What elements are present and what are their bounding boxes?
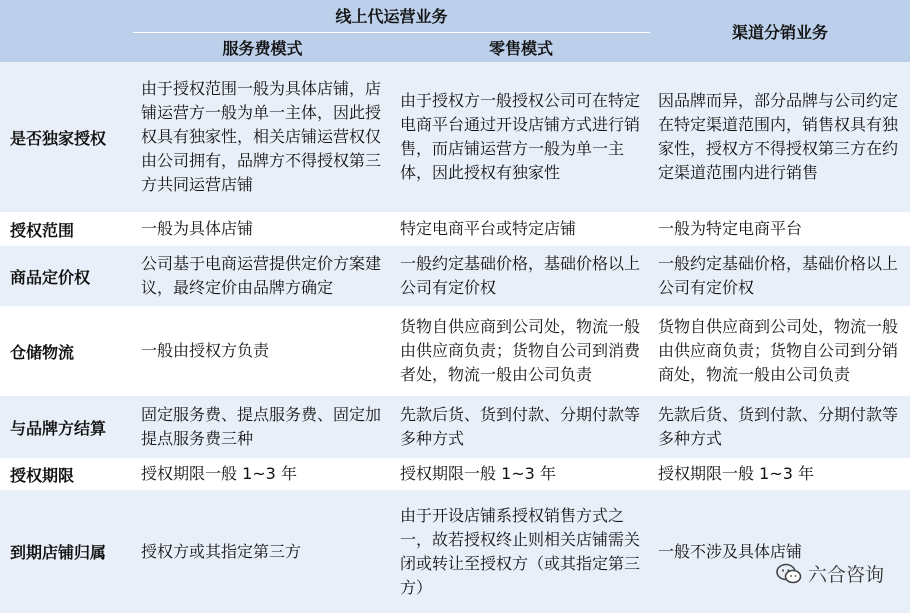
table-row <box>0 458 910 490</box>
table-cell: 由于开设店铺系授权销售方式之一，故若授权终止则相关店铺需关闭或转让至授权方（或其指定第三方） <box>400 505 641 597</box>
watermark-text: 六合咨询 <box>807 564 884 586</box>
row-label: 到期店铺归属 <box>10 543 107 562</box>
table-cell: 授权期限一般 1~3 年 <box>658 464 814 483</box>
table-cell: 一般为特定电商平台 <box>658 219 803 238</box>
table-row <box>0 306 910 396</box>
table-cell: 授权期限一般 1~3 年 <box>400 464 556 483</box>
row-label: 仓储物流 <box>10 342 75 362</box>
table-cell: 一般由授权方负责 <box>141 341 270 360</box>
row-label: 授权范围 <box>10 220 75 240</box>
wechat-icon <box>776 563 802 585</box>
row-label: 授权期限 <box>10 465 75 485</box>
table-row <box>0 246 910 306</box>
table-cell: 固定服务费、提点服务费、固定加提点服务费三种 <box>141 405 382 448</box>
table-row <box>0 396 910 458</box>
table-cell: 货物自供应商到公司处，物流一般由供应商负责；货物自公司到分销商处，物流一般由公司负责 <box>658 317 899 384</box>
table-cell: 一般约定基础价格，基础价格以上公司有定价权 <box>658 254 899 297</box>
table-cell: 授权方或其指定第三方 <box>141 541 302 561</box>
table-row <box>0 62 910 212</box>
table-cell: 由于授权范围一般为具体店铺，店铺运营方一般为单一主体，因此授权具有独家性，相关店铺运营权仅由公司拥有，品牌方不得授权第三方共同运营店铺 <box>141 79 382 194</box>
table-cell: 因品牌而异，部分品牌与公司约定在特定渠道范围内，销售权具有独家性，授权方不得授权第三方在约定渠道范围内进行销售 <box>658 91 899 182</box>
table-cell: 特定电商平台或特定店铺 <box>400 219 577 238</box>
table-cell: 一般约定基础价格，基础价格以上公司有定价权 <box>400 254 641 297</box>
table-cell: 由于授权方一般授权公司可在特定电商平台通过开设店铺方式进行销售，而店铺运营方一般为单一主体，因此授权有独家性 <box>400 91 641 182</box>
header-channel-distribution: 渠道分销业务 <box>650 0 910 62</box>
table-cell: 授权期限一般 1~3 年 <box>141 464 297 483</box>
table-cell: 公司基于电商运营提供定价方案建议，最终定价由品牌方确定 <box>141 254 382 297</box>
header-retail-model: 零售模式 <box>392 32 650 62</box>
header-service-fee-model: 服务费模式 <box>133 32 392 62</box>
header-online-operation: 线上代运营业务 <box>133 0 650 32</box>
row-label: 与品牌方结算 <box>10 418 107 438</box>
header-corner <box>0 0 133 62</box>
row-label: 是否独家授权 <box>10 128 107 148</box>
table-row <box>0 490 910 613</box>
table-cell: 先款后货、货到付款、分期付款等多种方式 <box>658 405 899 448</box>
table-cell: 先款后货、货到付款、分期付款等多种方式 <box>400 405 641 448</box>
table-cell: 货物自供应商到公司处，物流一般由供应商负责；货物自公司到消费者处，物流一般由公司负责 <box>400 317 641 384</box>
watermark <box>776 560 884 587</box>
row-label: 商品定价权 <box>10 267 91 287</box>
table-row <box>0 212 910 246</box>
table-cell: 一般为具体店铺 <box>141 219 254 238</box>
table-cell: 一般不涉及具体店铺 <box>658 541 803 561</box>
